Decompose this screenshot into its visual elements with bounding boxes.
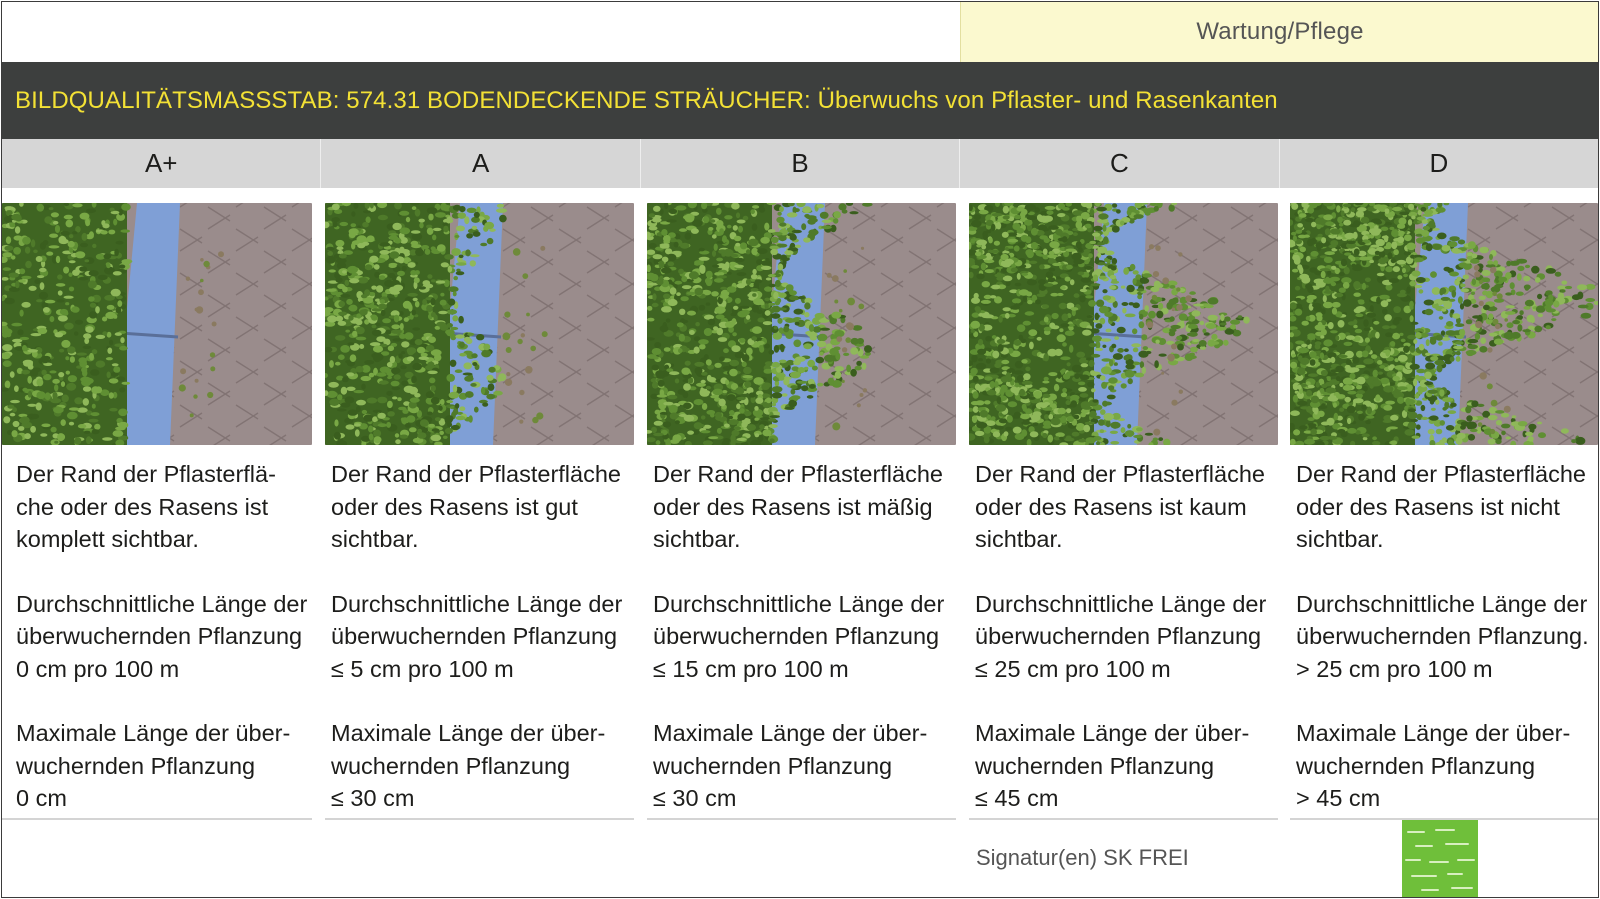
- average-length-text: Durchschnittliche Länge der überwuchernden Pflanzung 0 cm pro 100 m: [16, 590, 308, 682]
- edge-visibility-text: Der Rand der Pflasterflä- che oder des Rasens ist komplett sichtbar.: [16, 461, 276, 552]
- maximum-length-text: Maximale Länge der über- wuchernden Pflanzung 0 cm: [16, 720, 291, 811]
- column-divider: [969, 818, 1278, 820]
- average-length-text: Durchschnittliche Länge der überwuchernden Pflanzung ≤ 5 cm pro 100 m: [331, 590, 623, 682]
- grade-header-row: [2, 139, 1598, 188]
- page-title: [2, 62, 1598, 139]
- signature-label: Signatur(en) SK FREI: [976, 845, 1189, 870]
- green-hatch-swatch-icon: [1402, 820, 1478, 898]
- edge-visibility-text: Der Rand der Pflasterfläche oder des Rasens ist kaum sichtbar.: [975, 461, 1265, 552]
- overgrowth-photo-illustration: [2, 203, 312, 445]
- grade-description-a-plus: [16, 458, 316, 847]
- column-divider: [2, 818, 312, 820]
- grade-label-c: C: [960, 139, 1279, 188]
- maximum-length-text: Maximale Länge der über- wuchernden Pflanzung > 45 cm: [1296, 720, 1571, 811]
- column-divider: [647, 818, 956, 820]
- maximum-length-text: Maximale Länge der über- wuchernden Pflanzung ≤ 30 cm: [331, 720, 606, 811]
- grade-label-b: B: [641, 139, 960, 188]
- average-length-text: Durchschnittliche Länge der überwuchernden Pflanzung ≤ 15 cm pro 100 m: [653, 590, 945, 682]
- edge-visibility-text: Der Rand der Pflasterfläche oder des Rasens ist mäßig sichtbar.: [653, 461, 943, 552]
- edge-visibility-text: Der Rand der Pflasterfläche oder des Rasens ist nicht sichtbar.: [1296, 461, 1586, 552]
- grade-label-a: A: [321, 139, 640, 188]
- category-label: Wartung/Pflege: [960, 2, 1599, 62]
- grade-description-b: [653, 458, 953, 847]
- grade-description-d: [1296, 458, 1596, 847]
- page-title-text: BILDQUALITÄTSMASSSTAB: 574.31 BODENDECKENDE STRÄUCHER: Überwuchs von Pflaster- und Rasenkanten: [15, 86, 1278, 114]
- grade-photo-b: [647, 203, 956, 445]
- grade-photo-d: [1290, 203, 1598, 445]
- grade-label-d: D: [1429, 148, 1449, 178]
- maximum-length-text: Maximale Länge der über- wuchernden Pflanzung ≤ 45 cm: [975, 720, 1250, 811]
- grade-description-c: [975, 458, 1275, 847]
- average-length-text: Durchschnittliche Länge der überwuchernden Pflanzung. > 25 cm pro 100 m: [1296, 590, 1589, 682]
- overgrowth-photo-illustration: [325, 203, 634, 445]
- overgrowth-photo-illustration: [647, 203, 956, 445]
- grade-photo-c: [969, 203, 1278, 445]
- overgrowth-photo-illustration: [969, 203, 1278, 445]
- grade-photo-a: [325, 203, 634, 445]
- edge-visibility-text: Der Rand der Pflasterfläche oder des Rasens ist gut sichtbar.: [331, 461, 621, 552]
- column-divider: [325, 818, 634, 820]
- grade-label-a-plus: A+: [2, 139, 321, 188]
- overgrowth-photo-illustration: [1290, 203, 1598, 445]
- maximum-length-text: Maximale Länge der über- wuchernden Pflanzung ≤ 30 cm: [653, 720, 928, 811]
- quality-scale-sheet: [1, 1, 1599, 898]
- grade-description-a: [331, 458, 631, 847]
- grade-photo-a-plus: [2, 203, 312, 445]
- average-length-text: Durchschnittliche Länge der überwuchernden Pflanzung ≤ 25 cm pro 100 m: [975, 590, 1267, 682]
